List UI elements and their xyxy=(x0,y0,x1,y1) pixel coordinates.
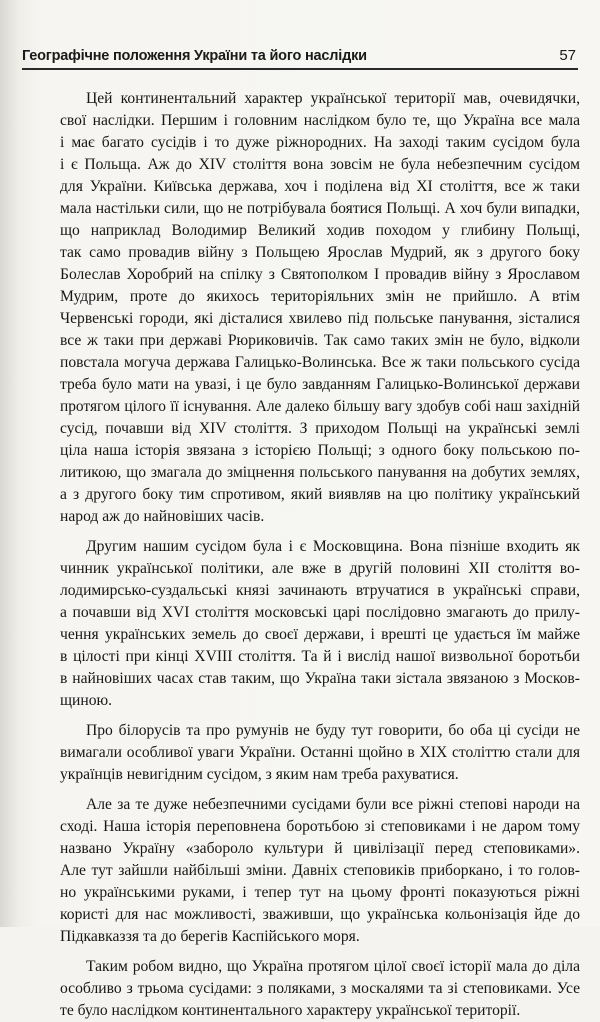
text-line: Червенські городи, які дісталися хвилево під польське панування, зісталися xyxy=(60,310,580,327)
paragraph-gap xyxy=(60,786,580,794)
text-line: щиною. xyxy=(60,692,113,709)
text-line: Про білорусів та про румунів не буду тут говорити, бо оба ці сусіди не xyxy=(86,722,580,739)
text-line: особливо з трьома сусідами: з поляками, з москалями та зі степовиками. Усе xyxy=(60,980,580,997)
text-line: свої наслідки. Першим і головним наслідком було те, що Україна все мала xyxy=(60,112,580,129)
text-line: і має багато сусідів і то дуже ріжнородних. На заході таким сусідом була xyxy=(60,134,580,151)
text-line: і є Польща. Аж до XIV століття вона зовсім не була небезпечним сусідом xyxy=(60,156,580,173)
text-line: Але тут зайшли найбільші зміни. Давніх степовиків приборкано, і то голов- xyxy=(60,862,580,879)
paragraph-gap xyxy=(60,712,580,720)
text-line: все ж таки при державі Рюриковичів. Так само таких змін не було, відколи xyxy=(60,332,580,349)
text-line: мала настільки сили, що не потрібувала боятися Польщі. А хоч були випадки, xyxy=(60,200,580,217)
paragraph xyxy=(60,956,580,1022)
text-line: Підкавказзя та до берегів Каспійського моря. xyxy=(60,928,360,945)
text-line: Болеслав Хоробрий на спілку з Святополком І провадив війну з Ярославом xyxy=(60,266,580,283)
page-number: 57 xyxy=(559,47,576,64)
text-line: сході. Наша історія переповнена боротьбою зі степовиками і не даром тому xyxy=(60,818,580,835)
text-line: но українськими руками, і тепер тут на цьому фронті показуються ріжні xyxy=(60,884,580,901)
page-header xyxy=(22,42,578,70)
running-title: Географічне положення України та його наслідки xyxy=(22,48,367,64)
text-line: те було наслідком континентального характеру української території. xyxy=(60,1002,521,1019)
paragraph xyxy=(60,794,580,948)
text-line: названо Україну «забороло культури й цивілізації перед степовиками». xyxy=(60,840,580,857)
text-line: лодимирсько-суздальські князі зачинають втручатися в українські справи, xyxy=(60,582,580,599)
text-line: українців невигідним сусідом, з яким нам треба рахуватися. xyxy=(60,766,459,783)
paragraph-gap xyxy=(60,948,580,956)
text-line: так само провадив війну з Польщею Ярослав Мудрий, як з другого боку xyxy=(60,244,580,261)
text-line: сусід, почавши від XIV століття. З приходом Польщі на українські землі xyxy=(60,420,580,437)
text-line: повстала могуча держава Галицько-Волинська. Все ж таки польського сусіда xyxy=(60,354,580,371)
main-text xyxy=(60,88,580,1022)
paragraph xyxy=(60,720,580,786)
text-line: для України. Київська держава, хоч і поділена від XI століття, все ж таки xyxy=(60,178,580,195)
text-line: а з другого боку тим спротивом, який виявляв на цю політику український xyxy=(60,486,580,503)
text-line: вимагали особливої уваги України. Останні щойно в XIX століттю стали для xyxy=(60,744,580,761)
text-line: Але за те дуже небезпечними сусідами були все ріжні степові народи на xyxy=(86,796,580,813)
text-line: Мудрим, проте до якихось територіяльних змін не прийшло. А втім xyxy=(60,288,580,305)
paragraph xyxy=(60,536,580,712)
text-line: литикою, що змагала до зміцнення польського панування на добутих землях, xyxy=(60,464,580,481)
paragraph-gap xyxy=(60,528,580,536)
text-line: що наприклад Володимир Великий ходив походом у глибину Польщі, xyxy=(60,222,580,239)
paragraph xyxy=(60,88,580,528)
text-line: в цілості при кінці XVIII століття. Та й і вислід нашої визвольної боротьби xyxy=(60,648,580,665)
text-line: ціла наша історія звязана з історією Польщі; з одного боку польською по- xyxy=(60,442,580,459)
text-line: протягом цілого її існування. Але далеко більшу вагу здобув собі наш західній xyxy=(60,398,580,415)
text-line: користі для нас можливості, зваживши, що українська кольонізація йде до xyxy=(60,906,580,923)
text-line: треба було мати на увазі, і це було завданням Галицько-Волинської держави xyxy=(60,376,580,393)
text-line: народ аж до найновіших часів. xyxy=(60,508,265,525)
text-line: чинник української політики, але вже в другій половині XII століття во- xyxy=(60,560,580,577)
text-line: в найновіших часах став таким, що Україна таки зістала звязаною з Москов- xyxy=(60,670,580,687)
text-line: а почавши від XVI століття московські царі послідовно змагають до прилу- xyxy=(60,604,580,621)
text-line: Другим нашим сусідом була і є Московщина. Вона пізніше входить як xyxy=(86,538,580,555)
text-line: Цей континентальний характер української території мав, очевидячки, xyxy=(86,90,580,107)
text-line: чення українських земель до своєї держави, і врешті це удається їм майже xyxy=(60,626,580,643)
text-line: Таким робом видно, що Україна протягом цілої своєї історії мала до діла xyxy=(86,958,580,975)
